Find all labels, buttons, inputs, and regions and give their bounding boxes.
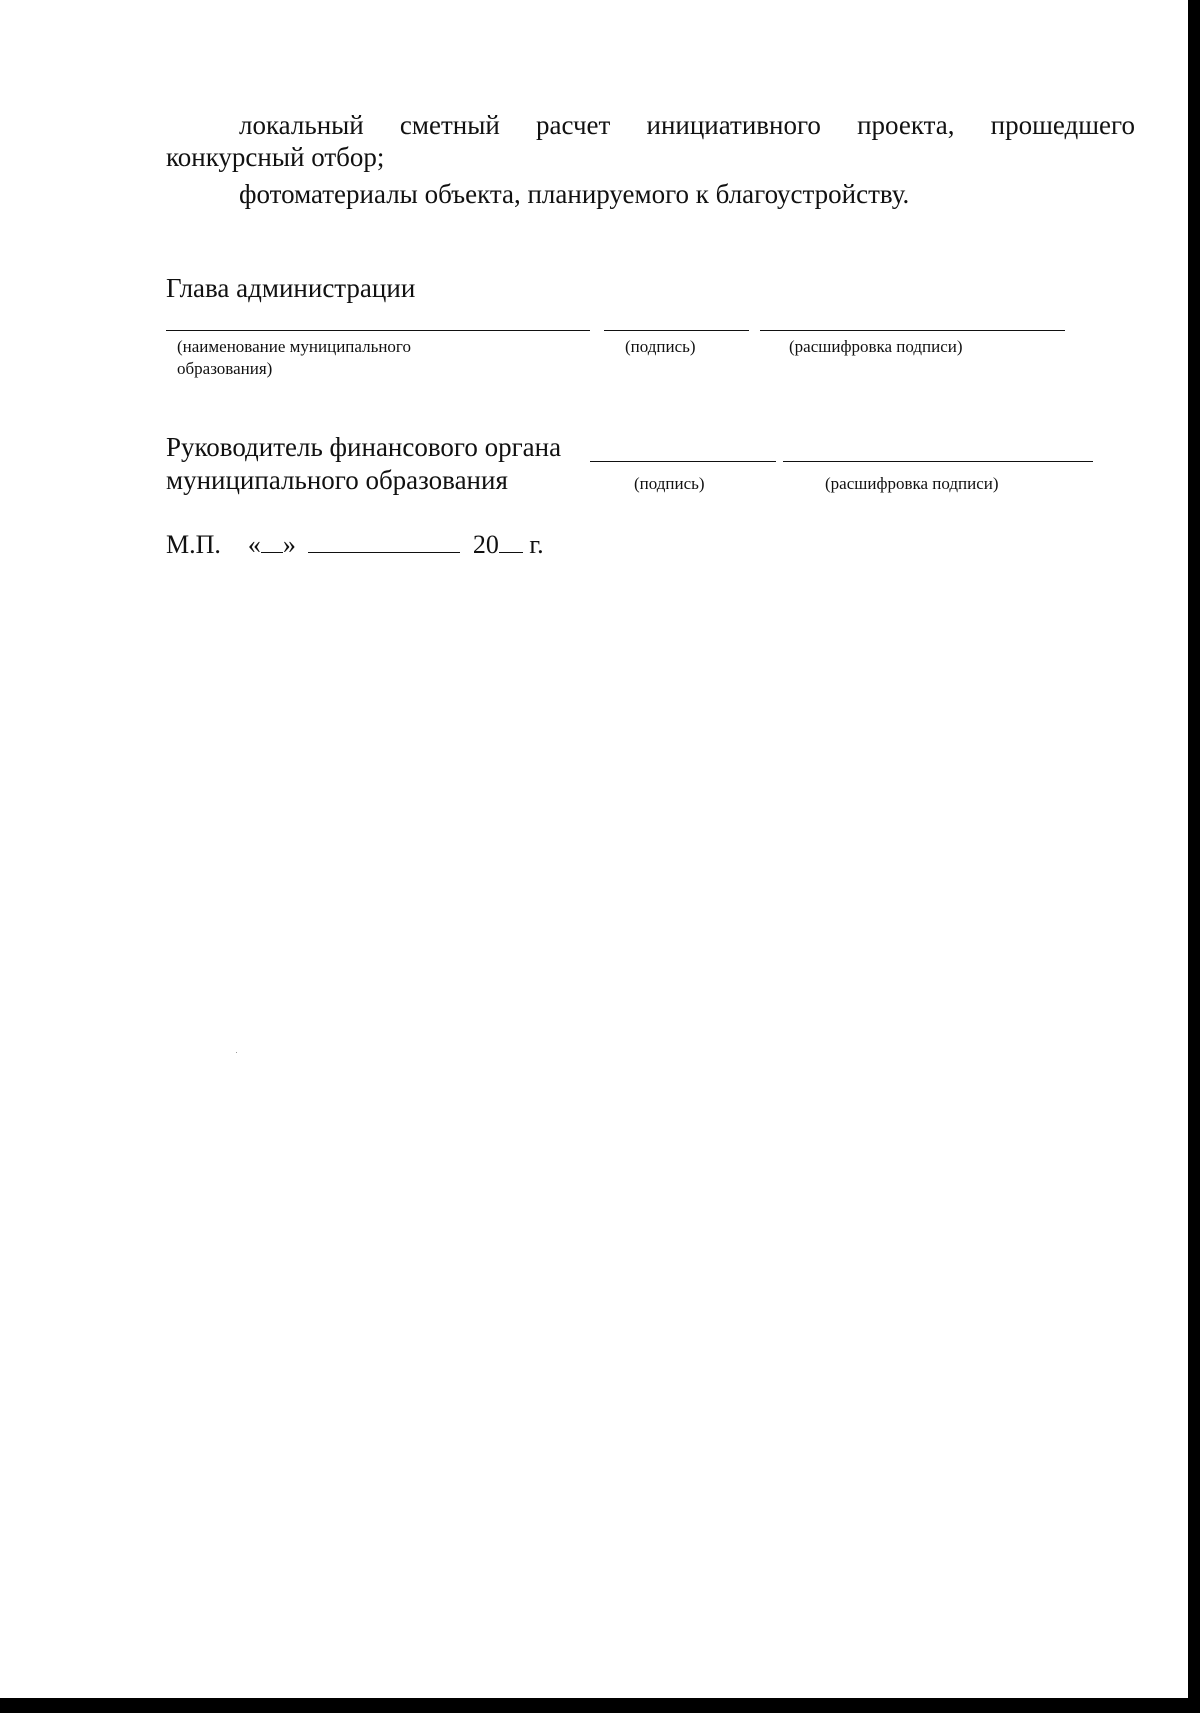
- scan-border-right: [1188, 0, 1200, 1713]
- municipality-name-caption-line2: образования): [177, 359, 273, 378]
- head-signature-line: [604, 330, 749, 331]
- day-blank: [261, 528, 283, 553]
- word: инициативного: [646, 110, 821, 140]
- head-of-administration-title: Глава администрации: [166, 273, 416, 303]
- close-quote: »: [282, 530, 296, 559]
- finance-head-title-line2: муниципального образования: [166, 465, 508, 495]
- word: расчет: [536, 110, 611, 140]
- year-blank: [499, 528, 523, 553]
- finance-decoding-line: [783, 461, 1093, 462]
- finance-signature-caption: (подпись): [634, 474, 705, 493]
- finance-signature-line: [590, 461, 776, 462]
- municipality-name-caption-line1: (наименование муниципального: [177, 337, 411, 356]
- word: прошедшего: [990, 110, 1135, 140]
- municipality-name-line: [166, 330, 590, 331]
- item-estimate-line2: конкурсный отбор;: [166, 142, 385, 172]
- scan-speck: [236, 1052, 237, 1053]
- year-prefix: 20: [472, 530, 499, 559]
- word: проекта,: [857, 110, 955, 140]
- finance-head-title-line1: Руководитель финансового органа: [166, 432, 562, 462]
- head-signature-caption: (подпись): [625, 337, 696, 356]
- word: локальный: [239, 110, 364, 140]
- finance-decoding-caption: (расшифровка подписи): [825, 474, 999, 493]
- month-blank: [308, 528, 460, 553]
- stamp-mark: М.П.: [166, 530, 221, 559]
- year-suffix: г.: [529, 530, 544, 559]
- head-decoding-caption: (расшифровка подписи): [789, 337, 963, 356]
- head-decoding-line: [760, 330, 1065, 331]
- item-photo-materials: фотоматериалы объекта, планируемого к благоустройству.: [239, 179, 910, 209]
- word: сметный: [399, 110, 500, 140]
- open-quote: «: [247, 530, 261, 559]
- scan-border-bottom: [0, 1698, 1200, 1713]
- item-estimate-line1: [239, 109, 1135, 141]
- stamp-date-line: [166, 528, 544, 561]
